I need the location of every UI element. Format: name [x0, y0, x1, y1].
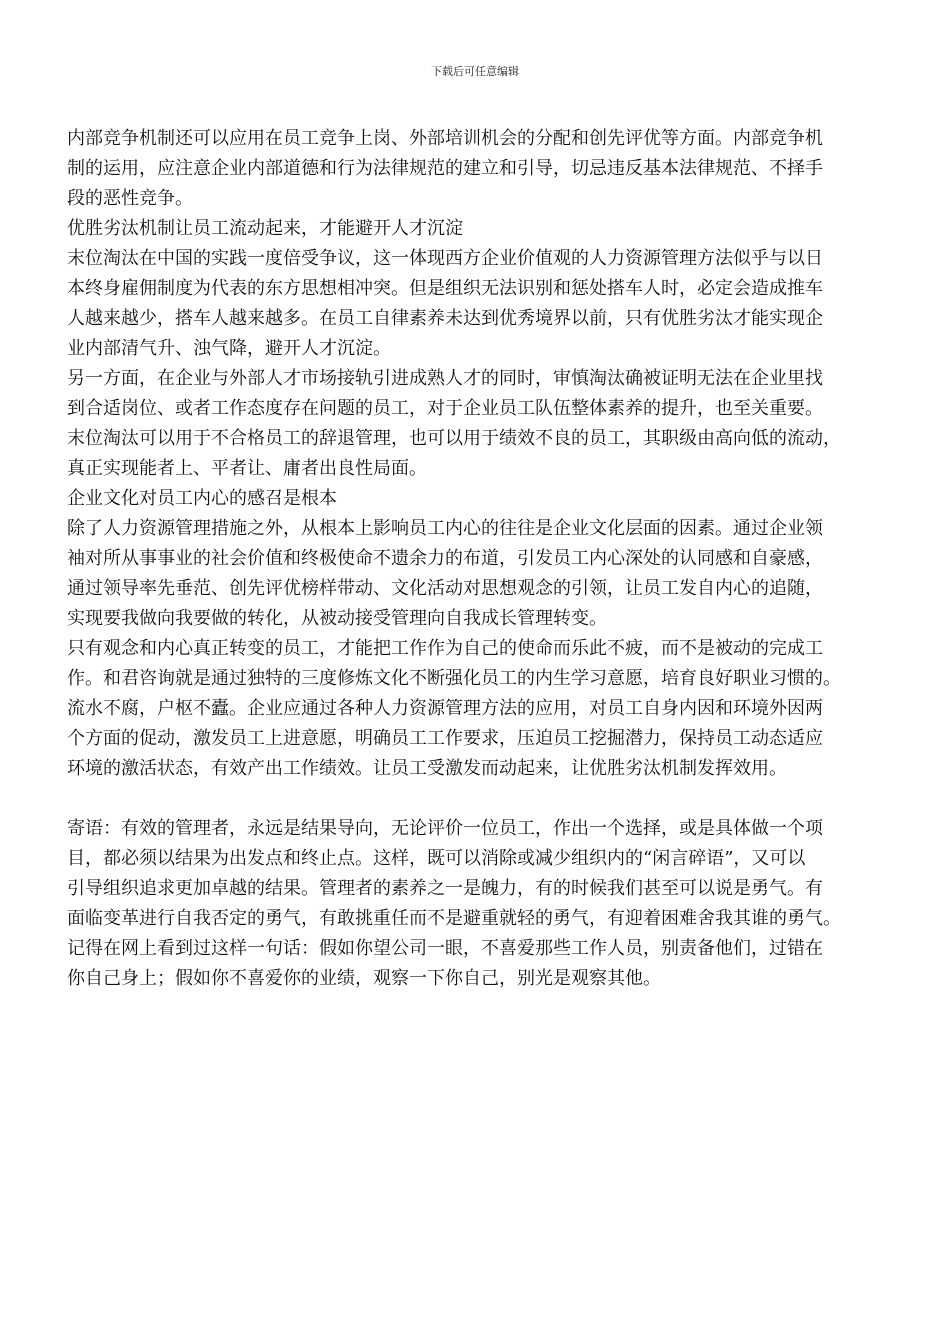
section-heading: 优胜劣汰机制让员工流动起来，才能避开人才沉淀: [67, 218, 463, 239]
closing-text-line: 寄语：有效的管理者，永远是结果导向，无论评价一位员工，作出一个选择，或是具体做一个项: [67, 818, 823, 839]
text-line: 内部竞争机制还可以应用在员工竞争上岗、外部培训机会的分配和创先评优等方面。内部竞争机: [67, 128, 823, 149]
text-line: 流水不腐，户枢不蠹。企业应通过各种人力资源管理方法的应用，对员工自身内因和环境外因两: [67, 698, 823, 719]
closing-text-line: 记得在网上看到过这样一句话：假如你望公司一眼，不喜爱那些工作人员，别责备他们，过错在: [67, 938, 823, 959]
text-line: 只有观念和内心真正转变的员工，才能把工作作为自己的使命而乐此不疲，而不是被动的完成工: [67, 638, 823, 659]
text-line: 到合适岗位、或者工作态度存在问题的员工，对于企业员工队伍整体素养的提升，也至关重要。: [67, 398, 823, 419]
closing-text-line: 面临变革进行自我否定的勇气，有敢挑重任而不是避重就轻的勇气，有迎着困难舍我其谁的勇气。: [67, 908, 841, 929]
text-line: 另一方面，在企业与外部人才市场接轨引进成熟人才的同时，审慎淘汰确被证明无法在企业里找: [67, 368, 823, 389]
text-line: 段的恶性竞争。: [67, 188, 193, 209]
closing-text-line: 引导组织追求更加卓越的结果。管理者的素养之一是魄力，有的时候我们甚至可以说是勇气。有: [67, 878, 823, 899]
closing-text-line: 你自己身上；假如你不喜爱你的业绩，观察一下你自己，别光是观察其他。: [67, 968, 661, 989]
text-line: 作。和君咨询就是通过独特的三度修炼文化不断强化员工的内生学习意愿，培育良好职业习惯的。: [67, 668, 841, 689]
document-body: [67, 124, 885, 994]
text-line: 通过领导率先垂范、创先评优榜样带动、文化活动对思想观念的引领，让员工发自内心的追随，: [67, 578, 823, 599]
text-line: 人越来越少，搭车人越来越多。在员工自律素养未达到优秀境界以前，只有优胜劣汰才能实现企: [67, 308, 823, 329]
text-line: 除了人力资源管理措施之外，从根本上影响员工内心的往往是企业文化层面的因素。通过企业领: [67, 518, 823, 539]
text-line: 末位淘汰可以用于不合格员工的辞退管理，也可以用于绩效不良的员工，其职级由高向低的流动，: [67, 428, 841, 449]
text-line: 环境的激活状态，有效产出工作绩效。让员工受激发而动起来，让优胜劣汰机制发挥效用。: [67, 758, 787, 779]
paragraph-spacer: [67, 784, 885, 814]
closing-text-line: 目，都必须以结果为出发点和终止点。这样，既可以消除或减少组织内的“闲言碎语”，又可以: [67, 848, 806, 869]
section-heading: 企业文化对员工内心的感召是根本: [67, 488, 337, 509]
text-line: 真正实现能者上、平者让、庸者出良性局面。: [67, 458, 427, 479]
text-line: 实现要我做向我要做的转化，从被动接受管理向自我成长管理转变。: [67, 608, 607, 629]
text-line: 袖对所从事事业的社会价值和终极使命不遗余力的布道，引发员工内心深处的认同感和自豪感，: [67, 548, 823, 569]
page-header: 下载后可任意编辑: [431, 65, 519, 78]
text-line: 业内部清气升、浊气降，避开人才沉淀。: [67, 338, 391, 359]
text-line: 个方面的促动，激发员工上进意愿，明确员工工作要求，压迫员工挖掘潜力，保持员工动态适应: [67, 728, 823, 749]
text-line: 本终身雇佣制度为代表的东方思想相冲突。但是组织无法识别和惩处搭车人时，必定会造成推车: [67, 278, 823, 299]
text-line: 制的运用，应注意企业内部道德和行为法律规范的建立和引导，切忌违反基本法律规范、不择手: [67, 158, 823, 179]
text-line: 末位淘汰在中国的实践一度倍受争议，这一体现西方企业价值观的人力资源管理方法似乎与以日: [67, 248, 823, 269]
